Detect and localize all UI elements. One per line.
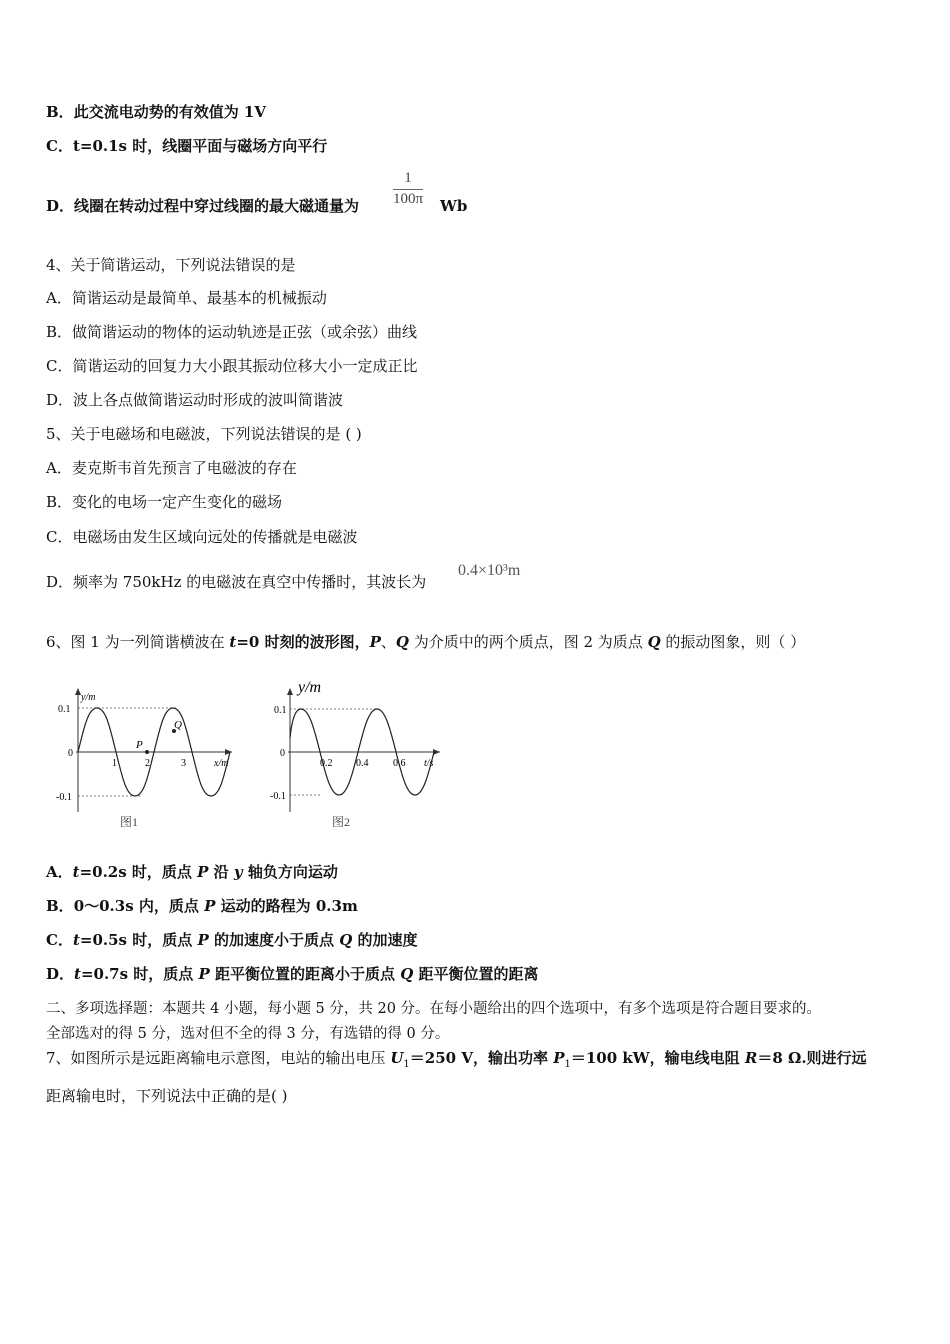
q7-stem-line2: 距离输电时，下列说法中正确的是( ) [46,1087,288,1105]
q6-option-d: D．t=0.7s 时，质点 P 距平衡位置的距离小于质点 Q 距平衡位置的距离 [46,965,539,983]
q5-option-c: C．电磁场由发生区域向远处的传播就是电磁波 [46,528,358,546]
fig1-ytick-top: 0.1 [58,704,71,715]
q5-stem: 5、关于电磁场和电磁波，下列说法错误的是 ( ) [46,425,362,443]
q5-option-b: B．变化的电场一定产生变化的磁场 [46,493,283,511]
fig2-y-arrow [287,688,293,695]
figure-2-vibration-graph [268,676,448,834]
fig2-ylabel: y/m [298,679,322,696]
fig2-xtick-04: 0.4 [356,758,369,769]
figure-1-wave-graph [50,684,250,834]
q3-option-b: B．此交流电动势的有效值为 1V [46,103,266,121]
fig1-ytick-bottom: -0.1 [56,792,72,803]
fig2-caption: 图2 [332,815,351,829]
q4-stem: 4、关于简谐运动，下列说法错误的是 [46,256,296,274]
fig1-ylabel: y/m [81,692,96,703]
section2-instructions-line1: 二、多项选择题：本题共 4 小题，每小题 5 分，共 20 分。在每小题给出的四个选项中，有多个选项是符合题目要求的。 [46,1001,822,1017]
fig2-xlabel: t/s [424,758,434,769]
q7-stem-line1: 7、如图所示是远距离输电示意图，电站的输出电压 $U_1=250$ V，输出功率 $P_1=100$ kW，输电线电阻 R＝8 Ω.则进行远 [46,1049,867,1070]
fig1-label-q: Q [174,719,182,731]
fig1-label-p: P [136,739,143,751]
fig2-xtick-06: 0.6 [393,758,406,769]
fig1-point-p [145,750,149,754]
fig1-xtick-1: 1 [112,758,117,769]
flux-fraction: $\frac{1}{100\pi}$ [393,170,424,207]
fig1-xlabel: x/m [214,758,229,769]
q3-option-c: C．t=0.1s 时，线圈平面与磁场方向平行 [46,137,328,155]
section2-instructions-line2: 全部选对的得 5 分，选对但不全的得 3 分，有选错的得 0 分。 [46,1026,450,1042]
fig2-ytick-bottom: -0.1 [270,791,286,802]
q6-option-a: A．t=0.2s 时，质点 P 沿 y 轴负方向运动 [46,863,338,881]
fig1-xtick-3: 3 [181,758,186,769]
q4-option-c: C．简谐运动的回复力大小跟其振动位移大小一定成正比 [46,357,418,375]
q3-option-d: D．线圈在转动过程中穿过线圈的最大磁通量为 [46,197,360,215]
q6-stem: 6、图 1 为一列简谐横波在 t=0 时刻的波形图，P、Q 为介质中的两个质点，图 2 为质点 Q 的振动图象，则（ ） [46,633,806,651]
q6-option-c: C．t=0.5s 时，质点 P 的加速度小于质点 Q 的加速度 [46,931,418,949]
wavelength-expression: 0.4×10³m [458,562,521,579]
fig2-ytick-zero: 0 [280,748,285,759]
q6-option-b: B．0～0.3s 内，质点 P 运动的路程为 0.3m [46,897,358,915]
fig2-ytick-top: 0.1 [274,705,287,716]
fig1-x-arrow [225,749,232,755]
fig2-xtick-02: 0.2 [320,758,333,769]
q4-option-d: D．波上各点做简谐运动时形成的波叫简谐波 [46,391,344,409]
q4-option-a: A．简谐运动是最简单、最基本的机械振动 [46,289,327,307]
q4-option-b: B．做简谐运动的物体的运动轨迹是正弦（或余弦）曲线 [46,323,418,341]
flux-unit: Wb [440,197,468,215]
fig1-xtick-2: 2 [145,758,150,769]
fig1-ytick-zero: 0 [68,748,73,759]
q5-option-d: D．频率为 750kHz 的电磁波在真空中传播时，其波长为 [46,573,427,591]
fig1-caption: 图1 [120,815,139,829]
q5-option-a: A．麦克斯韦首先预言了电磁波的存在 [46,459,297,477]
